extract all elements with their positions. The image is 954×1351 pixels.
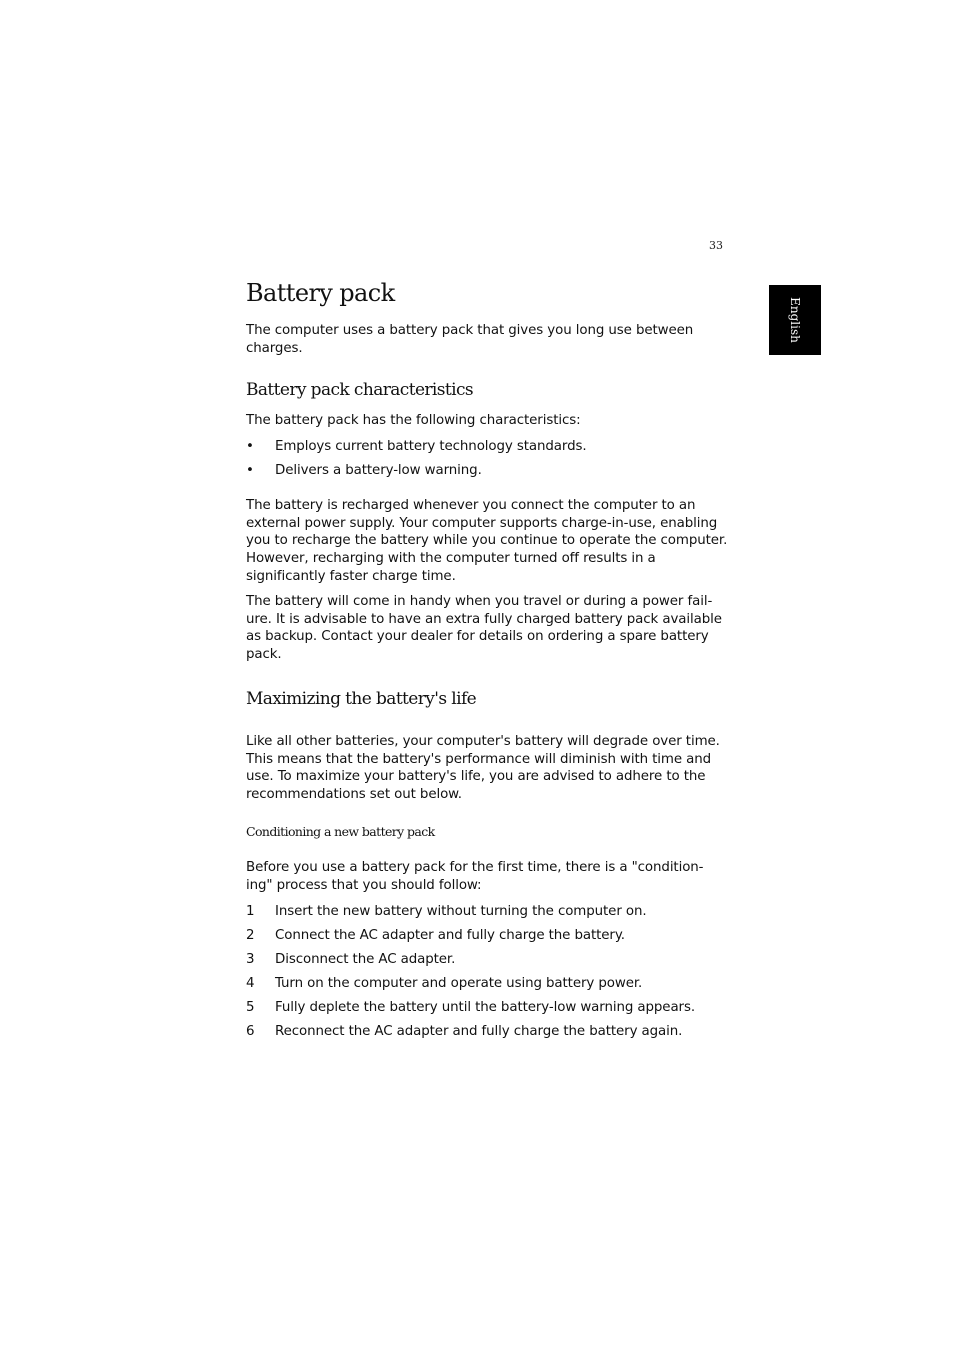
step-number: 5 — [246, 1000, 255, 1015]
characteristics-lead: The battery pack has the following characteristics: — [246, 413, 581, 428]
step-item — [246, 999, 695, 1017]
step-item — [246, 927, 625, 945]
step-item — [246, 1023, 682, 1041]
recharge-paragraph: The battery is recharged whenever you connect the computer to an external power supply. Your computer supports charge-in-use, enabling you to recharge the battery while you continue to operate the computer. However, recharging with the computer turned off results in a significantly faster charge time. — [246, 498, 728, 584]
bullet-marker: • — [246, 439, 254, 454]
step-text: Connect the AC adapter and fully charge the battery. — [275, 928, 625, 943]
step-item — [246, 951, 455, 969]
bullet-text: Delivers a battery-low warning. — [275, 463, 482, 478]
language-tab-label: English — [788, 297, 802, 343]
step-number: 6 — [246, 1024, 255, 1039]
step-text: Insert the new battery without turning the computer on. — [275, 904, 647, 919]
language-tab — [769, 285, 821, 355]
step-text: Reconnect the AC adapter and fully charge the battery again. — [275, 1024, 683, 1039]
step-text: Disconnect the AC adapter. — [275, 952, 456, 967]
maximizing-paragraph: Like all other batteries, your computer's battery will degrade over time. This means that the battery's performance will diminish with time and use. To maximize your battery's life, you are advised to adhere to the recommendations set out below. — [246, 734, 720, 803]
conditioning-lead: Before you use a battery pack for the first time, there is a "condition-ing" process that you should follow: — [246, 860, 704, 893]
maximizing-heading: Maximizing the battery's life — [246, 689, 477, 709]
bullet-item — [246, 462, 482, 480]
travel-paragraph: The battery will come in handy when you travel or during a power fail-ure. It is advisable to have an extra fully charged battery pack available as backup. Contact your dealer for details on ordering a spare battery pack. — [246, 594, 722, 663]
step-number: 3 — [246, 952, 255, 967]
step-text: Turn on the computer and operate using battery power. — [275, 976, 643, 991]
bullet-item — [246, 438, 587, 456]
bullet-marker: • — [246, 463, 254, 478]
step-number: 1 — [246, 904, 255, 919]
bullet-text: Employs current battery technology standards. — [275, 439, 587, 454]
conditioning-heading: Conditioning a new battery pack — [246, 824, 435, 839]
page-number: 33 — [709, 239, 723, 252]
step-text: Fully deplete the battery until the battery-low warning appears. — [275, 1000, 695, 1015]
step-item — [246, 975, 642, 993]
step-item — [246, 903, 647, 921]
step-number: 2 — [246, 928, 255, 943]
step-number: 4 — [246, 976, 255, 991]
intro-paragraph: The computer uses a battery pack that gives you long use between charges. — [246, 323, 694, 356]
page-title: Battery pack — [246, 279, 395, 307]
characteristics-heading: Battery pack characteristics — [246, 380, 474, 400]
